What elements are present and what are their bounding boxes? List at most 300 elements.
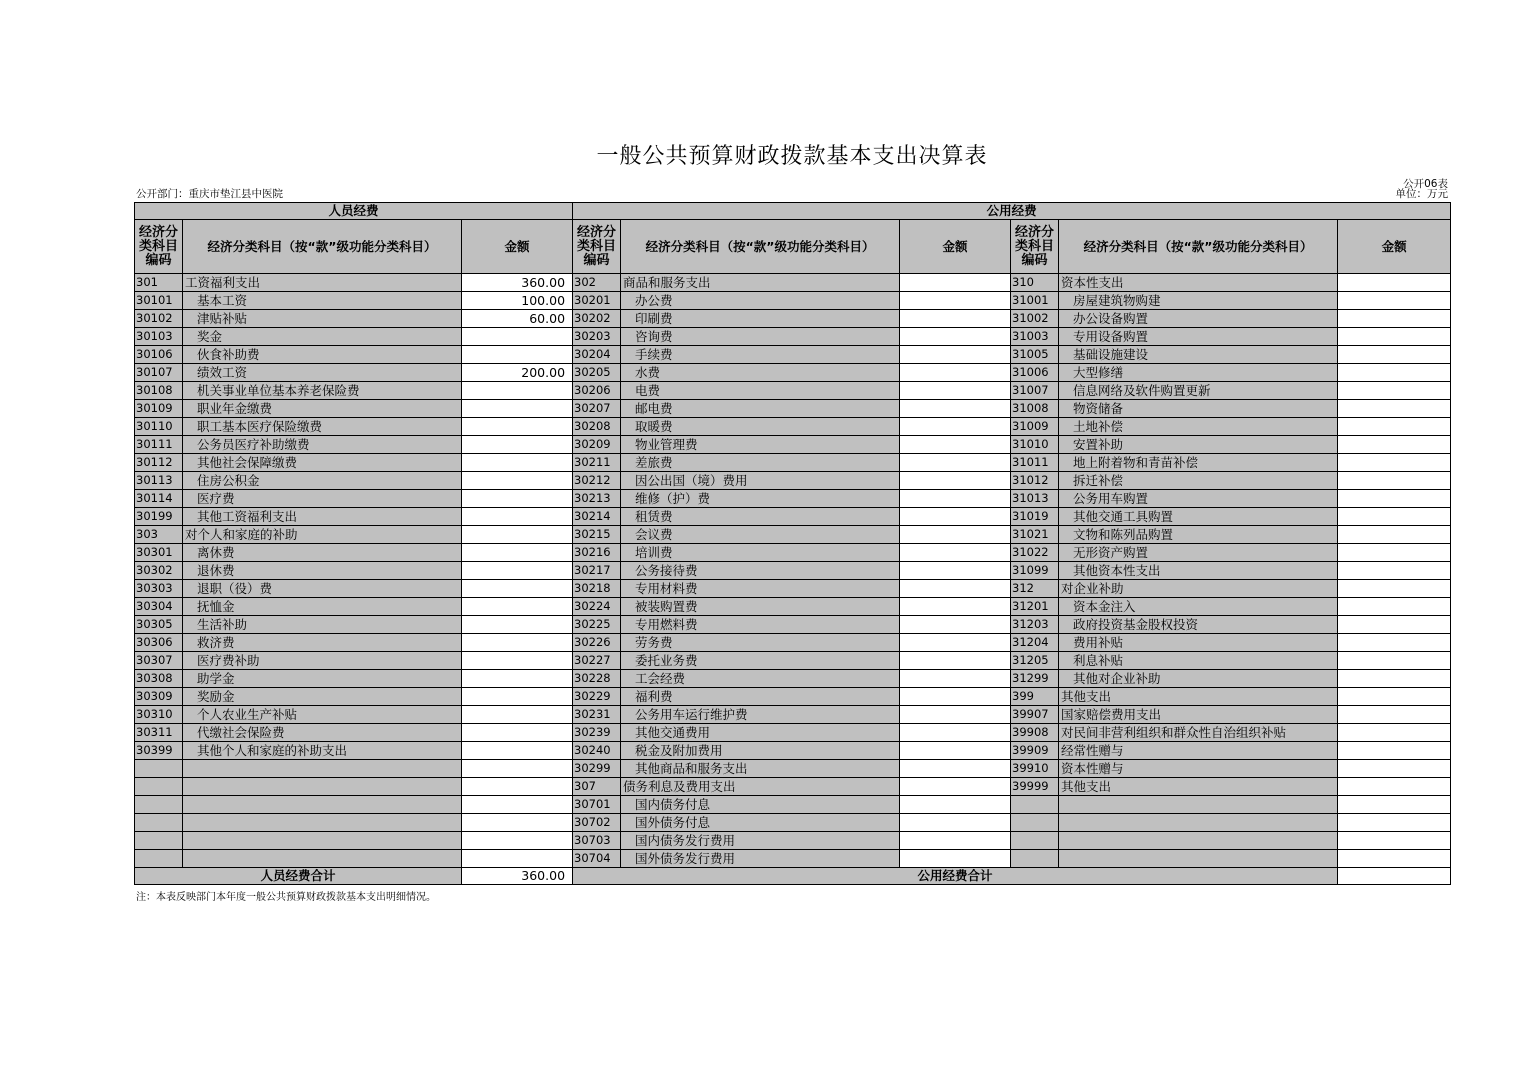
account-code: 30199	[135, 508, 183, 526]
table-row	[135, 634, 1451, 652]
account-code: 31009	[1011, 418, 1059, 436]
amount	[900, 652, 1011, 670]
amount	[462, 472, 573, 490]
account-name: 工资福利支出	[183, 274, 462, 292]
account-name	[183, 814, 462, 832]
budget-sheet	[134, 140, 1450, 903]
account-code: 30299	[573, 760, 621, 778]
account-code: 30202	[573, 310, 621, 328]
account-code: 30214	[573, 508, 621, 526]
account-name: 抚恤金	[183, 598, 462, 616]
page-title: 一般公共预算财政拨款基本支出决算表	[596, 144, 988, 169]
account-code: 30206	[573, 382, 621, 400]
account-code: 310	[1011, 274, 1059, 292]
account-code: 31099	[1011, 562, 1059, 580]
col-amount: 金额	[462, 220, 573, 274]
account-code: 30227	[573, 652, 621, 670]
table-row	[135, 490, 1451, 508]
account-name	[1059, 832, 1338, 850]
account-code: 31013	[1011, 490, 1059, 508]
amount: 100.00	[462, 292, 573, 310]
col-name: 经济分类科目（按“款”级功能分类科目）	[621, 220, 900, 274]
amount	[1338, 706, 1451, 724]
table-row	[135, 418, 1451, 436]
account-name: 电费	[621, 382, 900, 400]
table-row	[135, 706, 1451, 724]
account-name: 培训费	[621, 544, 900, 562]
col-code: 经济分类科目编码	[1011, 220, 1059, 274]
table-row	[135, 778, 1451, 796]
account-name: 专用材料费	[621, 580, 900, 598]
account-code	[135, 832, 183, 850]
account-code: 399	[1011, 688, 1059, 706]
account-name: 无形资产购置	[1059, 544, 1338, 562]
amount	[462, 382, 573, 400]
account-name: 对企业补助	[1059, 580, 1338, 598]
account-code: 31021	[1011, 526, 1059, 544]
amount	[462, 418, 573, 436]
amount	[900, 598, 1011, 616]
amount	[900, 742, 1011, 760]
amount	[462, 778, 573, 796]
amount	[1338, 634, 1451, 652]
account-code: 31001	[1011, 292, 1059, 310]
account-code: 30103	[135, 328, 183, 346]
account-name: 税金及附加费用	[621, 742, 900, 760]
amount	[1338, 850, 1451, 868]
amount	[1338, 490, 1451, 508]
account-code: 30303	[135, 580, 183, 598]
account-code: 39909	[1011, 742, 1059, 760]
account-name: 拆迁补偿	[1059, 472, 1338, 490]
account-name: 利息补贴	[1059, 652, 1338, 670]
amount	[900, 310, 1011, 328]
account-name: 邮电费	[621, 400, 900, 418]
amount	[900, 760, 1011, 778]
amount	[900, 472, 1011, 490]
account-name: 国外债务发行费用	[621, 850, 900, 868]
account-name: 机关事业单位基本养老保险费	[183, 382, 462, 400]
amount	[1338, 436, 1451, 454]
account-name	[183, 796, 462, 814]
account-name: 退休费	[183, 562, 462, 580]
account-name: 对个人和家庭的补助	[183, 526, 462, 544]
account-code: 31204	[1011, 634, 1059, 652]
account-code: 303	[135, 526, 183, 544]
amount	[462, 490, 573, 508]
account-code	[135, 814, 183, 832]
account-name: 水费	[621, 364, 900, 382]
account-code: 30201	[573, 292, 621, 310]
account-code: 31019	[1011, 508, 1059, 526]
account-name: 商品和服务支出	[621, 274, 900, 292]
account-name: 公务接待费	[621, 562, 900, 580]
amount	[462, 850, 573, 868]
account-code: 312	[1011, 580, 1059, 598]
account-name: 被装购置费	[621, 598, 900, 616]
account-code: 30112	[135, 454, 183, 472]
account-code: 30215	[573, 526, 621, 544]
account-name: 公务员医疗补助缴费	[183, 436, 462, 454]
account-name: 其他支出	[1059, 778, 1338, 796]
account-name: 土地补偿	[1059, 418, 1338, 436]
amount	[900, 850, 1011, 868]
amount	[462, 328, 573, 346]
col-amount: 金额	[1338, 220, 1451, 274]
account-name: 租赁费	[621, 508, 900, 526]
amount	[462, 562, 573, 580]
account-code: 31011	[1011, 454, 1059, 472]
amount	[462, 400, 573, 418]
account-code: 31012	[1011, 472, 1059, 490]
amount	[1338, 580, 1451, 598]
account-name: 其他支出	[1059, 688, 1338, 706]
amount	[1338, 778, 1451, 796]
table-row	[135, 724, 1451, 742]
amount	[1338, 760, 1451, 778]
amount	[900, 526, 1011, 544]
amount	[1338, 832, 1451, 850]
account-code: 30110	[135, 418, 183, 436]
account-name: 基本工资	[183, 292, 462, 310]
account-name: 政府投资基金股权投资	[1059, 616, 1338, 634]
amount	[900, 670, 1011, 688]
account-code: 30211	[573, 454, 621, 472]
account-code	[135, 850, 183, 868]
account-name: 离休费	[183, 544, 462, 562]
account-code: 30102	[135, 310, 183, 328]
amount	[900, 832, 1011, 850]
account-code: 31203	[1011, 616, 1059, 634]
section-personnel: 人员经费	[135, 203, 573, 220]
account-name: 信息网络及软件购置更新	[1059, 382, 1338, 400]
amount	[462, 616, 573, 634]
account-code: 30240	[573, 742, 621, 760]
amount	[1338, 796, 1451, 814]
account-code: 30231	[573, 706, 621, 724]
amount	[1338, 724, 1451, 742]
account-name: 取暖费	[621, 418, 900, 436]
unit-label: 单位：万元	[1395, 188, 1448, 200]
account-name	[183, 850, 462, 868]
account-code: 30208	[573, 418, 621, 436]
amount	[462, 814, 573, 832]
amount	[462, 832, 573, 850]
amount	[462, 598, 573, 616]
account-name: 职工基本医疗保险缴费	[183, 418, 462, 436]
account-code: 30301	[135, 544, 183, 562]
account-name: 其他社会保障缴费	[183, 454, 462, 472]
amount	[900, 382, 1011, 400]
account-code: 30703	[573, 832, 621, 850]
amount	[1338, 364, 1451, 382]
account-name: 因公出国（境）费用	[621, 472, 900, 490]
account-code: 31003	[1011, 328, 1059, 346]
amount	[1338, 616, 1451, 634]
amount	[900, 292, 1011, 310]
account-name: 经常性赠与	[1059, 742, 1338, 760]
account-code: 31022	[1011, 544, 1059, 562]
account-code: 301	[135, 274, 183, 292]
account-name: 文物和陈列品购置	[1059, 526, 1338, 544]
table-row	[135, 328, 1451, 346]
account-code: 30308	[135, 670, 183, 688]
table-row	[135, 850, 1451, 868]
amount	[900, 814, 1011, 832]
account-code: 30113	[135, 472, 183, 490]
account-name: 职业年金缴费	[183, 400, 462, 418]
totals-row	[135, 868, 1451, 885]
table-row	[135, 292, 1451, 310]
account-name: 其他交通费用	[621, 724, 900, 742]
amount	[900, 544, 1011, 562]
col-name: 经济分类科目（按“款”级功能分类科目）	[1059, 220, 1338, 274]
account-code: 30310	[135, 706, 183, 724]
account-name	[183, 760, 462, 778]
account-code: 30209	[573, 436, 621, 454]
account-code: 30399	[135, 742, 183, 760]
account-name: 助学金	[183, 670, 462, 688]
amount	[900, 364, 1011, 382]
account-name: 物业管理费	[621, 436, 900, 454]
amount: 200.00	[462, 364, 573, 382]
account-name	[183, 778, 462, 796]
table-row	[135, 814, 1451, 832]
col-code: 经济分类科目编码	[135, 220, 183, 274]
amount	[462, 526, 573, 544]
account-name: 差旅费	[621, 454, 900, 472]
account-name: 退职（役）费	[183, 580, 462, 598]
account-name: 津贴补贴	[183, 310, 462, 328]
account-name: 其他对企业补助	[1059, 670, 1338, 688]
amount	[1338, 544, 1451, 562]
account-code: 302	[573, 274, 621, 292]
account-code: 30213	[573, 490, 621, 508]
amount	[900, 706, 1011, 724]
account-code: 30224	[573, 598, 621, 616]
table-row	[135, 616, 1451, 634]
amount	[462, 346, 573, 364]
account-name: 代缴社会保险费	[183, 724, 462, 742]
personnel-total-label: 人员经费合计	[135, 868, 462, 885]
amount	[1338, 598, 1451, 616]
account-code: 30228	[573, 670, 621, 688]
table-row	[135, 742, 1451, 760]
amount	[900, 400, 1011, 418]
account-code: 39907	[1011, 706, 1059, 724]
amount	[462, 760, 573, 778]
account-name: 印刷费	[621, 310, 900, 328]
account-name: 专用设备购置	[1059, 328, 1338, 346]
column-header-row	[135, 220, 1451, 274]
account-name: 咨询费	[621, 328, 900, 346]
account-code	[1011, 796, 1059, 814]
account-code: 30216	[573, 544, 621, 562]
amount	[462, 796, 573, 814]
account-code: 30229	[573, 688, 621, 706]
amount	[900, 346, 1011, 364]
amount	[1338, 670, 1451, 688]
amount	[900, 724, 1011, 742]
amount	[900, 436, 1011, 454]
account-code: 39910	[1011, 760, 1059, 778]
amount	[462, 508, 573, 526]
account-name: 劳务费	[621, 634, 900, 652]
account-code: 31201	[1011, 598, 1059, 616]
account-name: 地上附着物和青苗补偿	[1059, 454, 1338, 472]
account-name: 其他资本性支出	[1059, 562, 1338, 580]
account-code: 30101	[135, 292, 183, 310]
account-name: 其他商品和服务支出	[621, 760, 900, 778]
table-row	[135, 454, 1451, 472]
amount	[1338, 472, 1451, 490]
table-row	[135, 346, 1451, 364]
amount	[462, 454, 573, 472]
account-name: 公务用车运行维护费	[621, 706, 900, 724]
table-row	[135, 274, 1451, 292]
table-row	[135, 436, 1451, 454]
amount	[1338, 310, 1451, 328]
account-name: 国内债务发行费用	[621, 832, 900, 850]
account-code: 30702	[573, 814, 621, 832]
account-name: 其他交通工具购置	[1059, 508, 1338, 526]
table-row	[135, 310, 1451, 328]
account-code: 30207	[573, 400, 621, 418]
amount	[1338, 346, 1451, 364]
section-header-row	[135, 203, 1451, 220]
amount	[1338, 742, 1451, 760]
amount	[1338, 382, 1451, 400]
table-row	[135, 508, 1451, 526]
table-row	[135, 580, 1451, 598]
department-label: 公开部门：重庆市垫江县中医院	[136, 188, 283, 200]
account-code: 30226	[573, 634, 621, 652]
account-name: 绩效工资	[183, 364, 462, 382]
table-row	[135, 526, 1451, 544]
account-code: 30239	[573, 724, 621, 742]
account-name	[1059, 796, 1338, 814]
amount	[1338, 400, 1451, 418]
table-row	[135, 688, 1451, 706]
account-name: 国内债务付息	[621, 796, 900, 814]
amount	[462, 436, 573, 454]
table-row	[135, 652, 1451, 670]
account-code: 30203	[573, 328, 621, 346]
account-name: 医疗费补助	[183, 652, 462, 670]
account-code: 307	[573, 778, 621, 796]
account-code: 30306	[135, 634, 183, 652]
account-code	[135, 796, 183, 814]
account-name: 维修（护）费	[621, 490, 900, 508]
amount	[462, 688, 573, 706]
table-row	[135, 472, 1451, 490]
amount	[462, 706, 573, 724]
public-total-amount	[1338, 868, 1451, 885]
amount	[462, 544, 573, 562]
account-name: 公务用车购置	[1059, 490, 1338, 508]
table-row	[135, 670, 1451, 688]
account-name: 工会经费	[621, 670, 900, 688]
account-name: 会议费	[621, 526, 900, 544]
account-name: 安置补助	[1059, 436, 1338, 454]
account-name: 奖励金	[183, 688, 462, 706]
account-code: 30111	[135, 436, 183, 454]
table-row	[135, 796, 1451, 814]
account-name: 手续费	[621, 346, 900, 364]
account-code: 30225	[573, 616, 621, 634]
col-name: 经济分类科目（按“款”级功能分类科目）	[183, 220, 462, 274]
account-code: 31002	[1011, 310, 1059, 328]
account-code: 31008	[1011, 400, 1059, 418]
account-code: 30701	[573, 796, 621, 814]
account-name: 专用燃料费	[621, 616, 900, 634]
account-code	[1011, 814, 1059, 832]
account-name: 国家赔偿费用支出	[1059, 706, 1338, 724]
amount	[900, 616, 1011, 634]
account-name: 对民间非营利组织和群众性自治组织补贴	[1059, 724, 1338, 742]
account-name: 委托业务费	[621, 652, 900, 670]
account-code: 30108	[135, 382, 183, 400]
amount	[1338, 688, 1451, 706]
amount	[900, 580, 1011, 598]
amount	[900, 508, 1011, 526]
account-name: 其他个人和家庭的补助支出	[183, 742, 462, 760]
account-name	[183, 832, 462, 850]
account-code: 30704	[573, 850, 621, 868]
amount	[462, 742, 573, 760]
account-code: 30107	[135, 364, 183, 382]
amount	[462, 580, 573, 598]
account-name: 费用补贴	[1059, 634, 1338, 652]
amount	[1338, 292, 1451, 310]
account-code: 31299	[1011, 670, 1059, 688]
amount	[900, 634, 1011, 652]
table-row	[135, 382, 1451, 400]
account-name: 物资储备	[1059, 400, 1338, 418]
section-public: 公用经费	[573, 203, 1451, 220]
amount	[1338, 454, 1451, 472]
account-name: 债务利息及费用支出	[621, 778, 900, 796]
account-code: 30217	[573, 562, 621, 580]
account-name: 基础设施建设	[1059, 346, 1338, 364]
account-code: 30302	[135, 562, 183, 580]
amount	[1338, 652, 1451, 670]
account-name	[1059, 814, 1338, 832]
account-code: 30307	[135, 652, 183, 670]
table-row	[135, 598, 1451, 616]
account-name: 资本性赠与	[1059, 760, 1338, 778]
sheet-meta	[134, 174, 1450, 202]
account-code	[135, 760, 183, 778]
account-name: 办公设备购置	[1059, 310, 1338, 328]
amount	[900, 490, 1011, 508]
amount	[1338, 418, 1451, 436]
amount	[900, 328, 1011, 346]
amount	[900, 688, 1011, 706]
amount	[900, 778, 1011, 796]
amount	[900, 418, 1011, 436]
account-name: 福利费	[621, 688, 900, 706]
account-code: 39908	[1011, 724, 1059, 742]
amount	[1338, 562, 1451, 580]
personnel-total-amount: 360.00	[462, 868, 573, 885]
account-name: 大型修缮	[1059, 364, 1338, 382]
table-row	[135, 400, 1451, 418]
account-name: 伙食补助费	[183, 346, 462, 364]
account-name: 救济费	[183, 634, 462, 652]
table-row	[135, 760, 1451, 778]
account-code: 30311	[135, 724, 183, 742]
